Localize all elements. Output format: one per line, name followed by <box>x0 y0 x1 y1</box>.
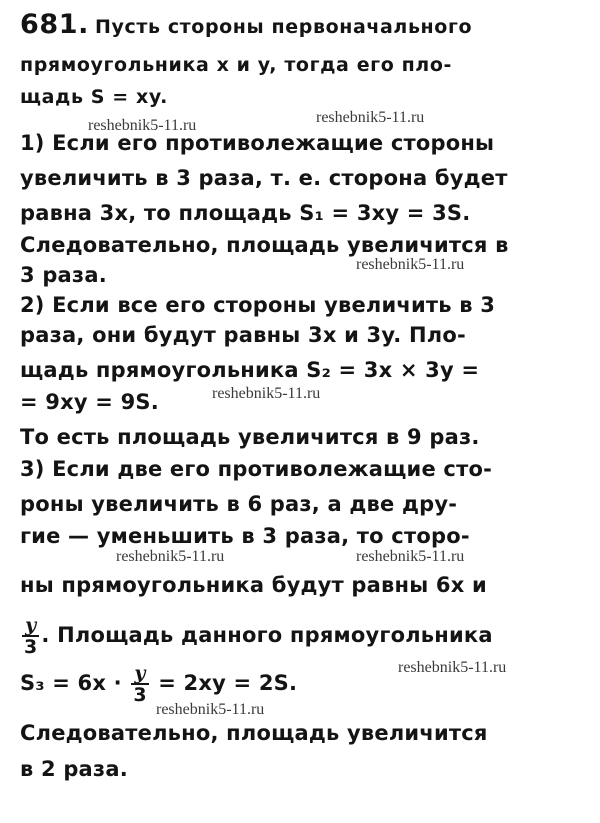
body-line-10: То есть площадь увеличится в 9 раз. <box>20 425 480 449</box>
body-line-11: 3) Если две его противолежащие сто- <box>20 457 492 481</box>
watermark-5: reshebnik5-11.ru <box>116 548 225 565</box>
formula-line <box>20 660 297 706</box>
watermark-4: reshebnik5-11.ru <box>212 385 321 402</box>
formula-fraction <box>131 663 148 705</box>
formula-fraction-numerator: y <box>131 663 148 685</box>
fraction-y-over-3 <box>22 615 39 657</box>
body-line-13: гие — уменьшить в 3 раза, то сторо- <box>20 524 470 548</box>
body-line-14: ны прямоугольника будут равны 6x и <box>20 573 487 597</box>
watermark-6: reshebnik5-11.ru <box>356 548 465 565</box>
body-line-6: 2) Если все его стороны увеличить в 3 <box>20 293 496 317</box>
problem-number: 681. <box>20 9 90 40</box>
intro-text-1: Пусть стороны первоначального <box>95 16 473 38</box>
watermark-1: reshebnik5-11.ru <box>316 109 425 126</box>
fraction-line <box>20 612 493 658</box>
body-line-9: = 9xy = 9S. <box>20 390 159 414</box>
body-line-4: Следовательно, площадь увеличится в <box>20 233 509 257</box>
body-line-12: роны увеличить в 6 раз, а две дру- <box>20 492 458 516</box>
closing-line-2: в 2 раза. <box>20 757 128 781</box>
watermark-2: reshebnik5-11.ru <box>88 117 197 134</box>
watermark-3: reshebnik5-11.ru <box>356 256 465 273</box>
formula-suffix: = 2xy = 2S. <box>158 671 298 695</box>
watermark-8: reshebnik5-11.ru <box>156 701 265 718</box>
intro-line-3: щадь S = xy. <box>20 86 168 108</box>
body-line-1: 1) Если его противолежащие стороны <box>20 131 495 155</box>
intro-line-1 <box>20 8 472 44</box>
closing-line-1: Следовательно, площадь увеличится <box>20 721 488 745</box>
body-line-5: 3 раза. <box>20 263 107 287</box>
body-line-3: равна 3x, то площадь S₁ = 3xy = 3S. <box>20 201 471 225</box>
fraction-line-text: . Площадь данного прямоугольника <box>41 623 493 647</box>
intro-line-2: прямоугольника x и y, тогда его пло- <box>20 54 452 76</box>
fraction-numerator: y <box>22 615 39 637</box>
body-line-2: увеличить в 3 раза, т. е. сторона будет <box>20 166 508 190</box>
fraction-denominator: 3 <box>24 636 38 658</box>
body-line-8: щадь прямоугольника S₂ = 3x × 3y = <box>20 358 480 382</box>
formula-prefix: S₃ = 6x · <box>20 671 122 695</box>
watermark-7: reshebnik5-11.ru <box>398 659 507 676</box>
formula-fraction-denominator: 3 <box>133 684 147 706</box>
body-line-7: раза, они будут равны 3x и 3y. Пло- <box>20 323 466 347</box>
